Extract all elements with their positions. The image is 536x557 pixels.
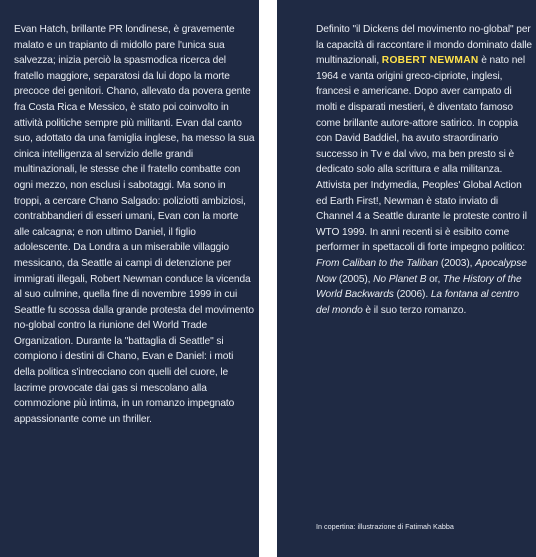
work-title: Apocalypse Now [316,257,527,285]
work-separator: or, [429,273,441,285]
work-title: No Planet B [373,273,427,285]
work-year: (2005), [338,273,371,285]
work-year: (2003), [440,257,473,269]
bio-body: è nato nel 1964 e vanta origini greco-cipriote, inglesi, francesi e americane. Dopo aver campato di molti e disparati mestieri, è diventato famoso come brillante autore-attore satirico. In coppia con David Baddiel, ha avuto straordinario successo in Tv e dal vivo, ma ben presto si è dedicato solo alla scrittura e alla militanza. Attivista per Indymedia, Peoples' Global Action ed Earth First!, Newman è stato inviato di Channel 4 a Seattle durante le proteste contro il WTO 1999. In anni recenti si è esibito come performer in spettacoli di forte impegno politico: [316,55,527,254]
right-flap [277,0,536,557]
work-title: From Caliban to the Taliban [316,257,439,269]
bio-closing: è il suo terzo romanzo. [365,304,467,316]
work-title: The History of the World Backwards [316,273,522,301]
cover-credit: In copertina: illustrazione di Fatimah Kabba [316,522,454,531]
bio-intro: Definito "il Dickens del movimento no-global" per la capacità di raccontare il mondo dominato dalle multinazionali, [316,24,532,67]
left-flap [0,0,259,557]
work-year: (2006). [396,289,429,301]
author-name: ROBERT NEWMAN [381,55,479,67]
novel-title: La fontana al centro del mondo [316,289,519,316]
author-bio [316,22,532,318]
fold-gutter [259,0,277,557]
synopsis-text: Evan Hatch, brillante PR londinese, è gravemente malato e un trapianto di midollo pare l'unica sua salvezza; inizia perciò la spasmodica ricerca del fratello maggiore, separatosi da lui dopo la morte precoce dei genitori. Chano, allevato da povera gente fra Costa Rica e Messico, è stato poi coinvolto in attività politiche sempre più militanti. Evan dal canto suo, adottato da una famiglia inglese, ha messo la sua cinica intelligenza al servizio delle grandi multinazionali, le stesse che il fratello combatte con ogni mezzo, non esclusi i sabotaggi. Ma sono in troppi, a cercare Chano Salgado: poliziotti ambiziosi, contrabbandieri di esseri umani, Evan con la morte alle calcagna; e non ultimo Daniel, il figlio adolescente. Da Londra a un miserabile villaggio messicano, da Seattle ai campi di detenzione per immigrati illegali, Robert Newman conduce la vicenda al suo culmine, quella fine di novembre 1999 in cui Seattle fu scossa dalla grande protesta del movimento no-global contro la riunione del World Trade Organization. Durante la "battaglia di Seattle" si compiono i destini di Chano, Evan e Daniel: i moti della politica s'intrecciano con quelli del cuore, le lacrime provocate dai gas si mescolano alla commozione più intima, in un romanzo impegnato appassionante come un thriller. [14,24,255,425]
